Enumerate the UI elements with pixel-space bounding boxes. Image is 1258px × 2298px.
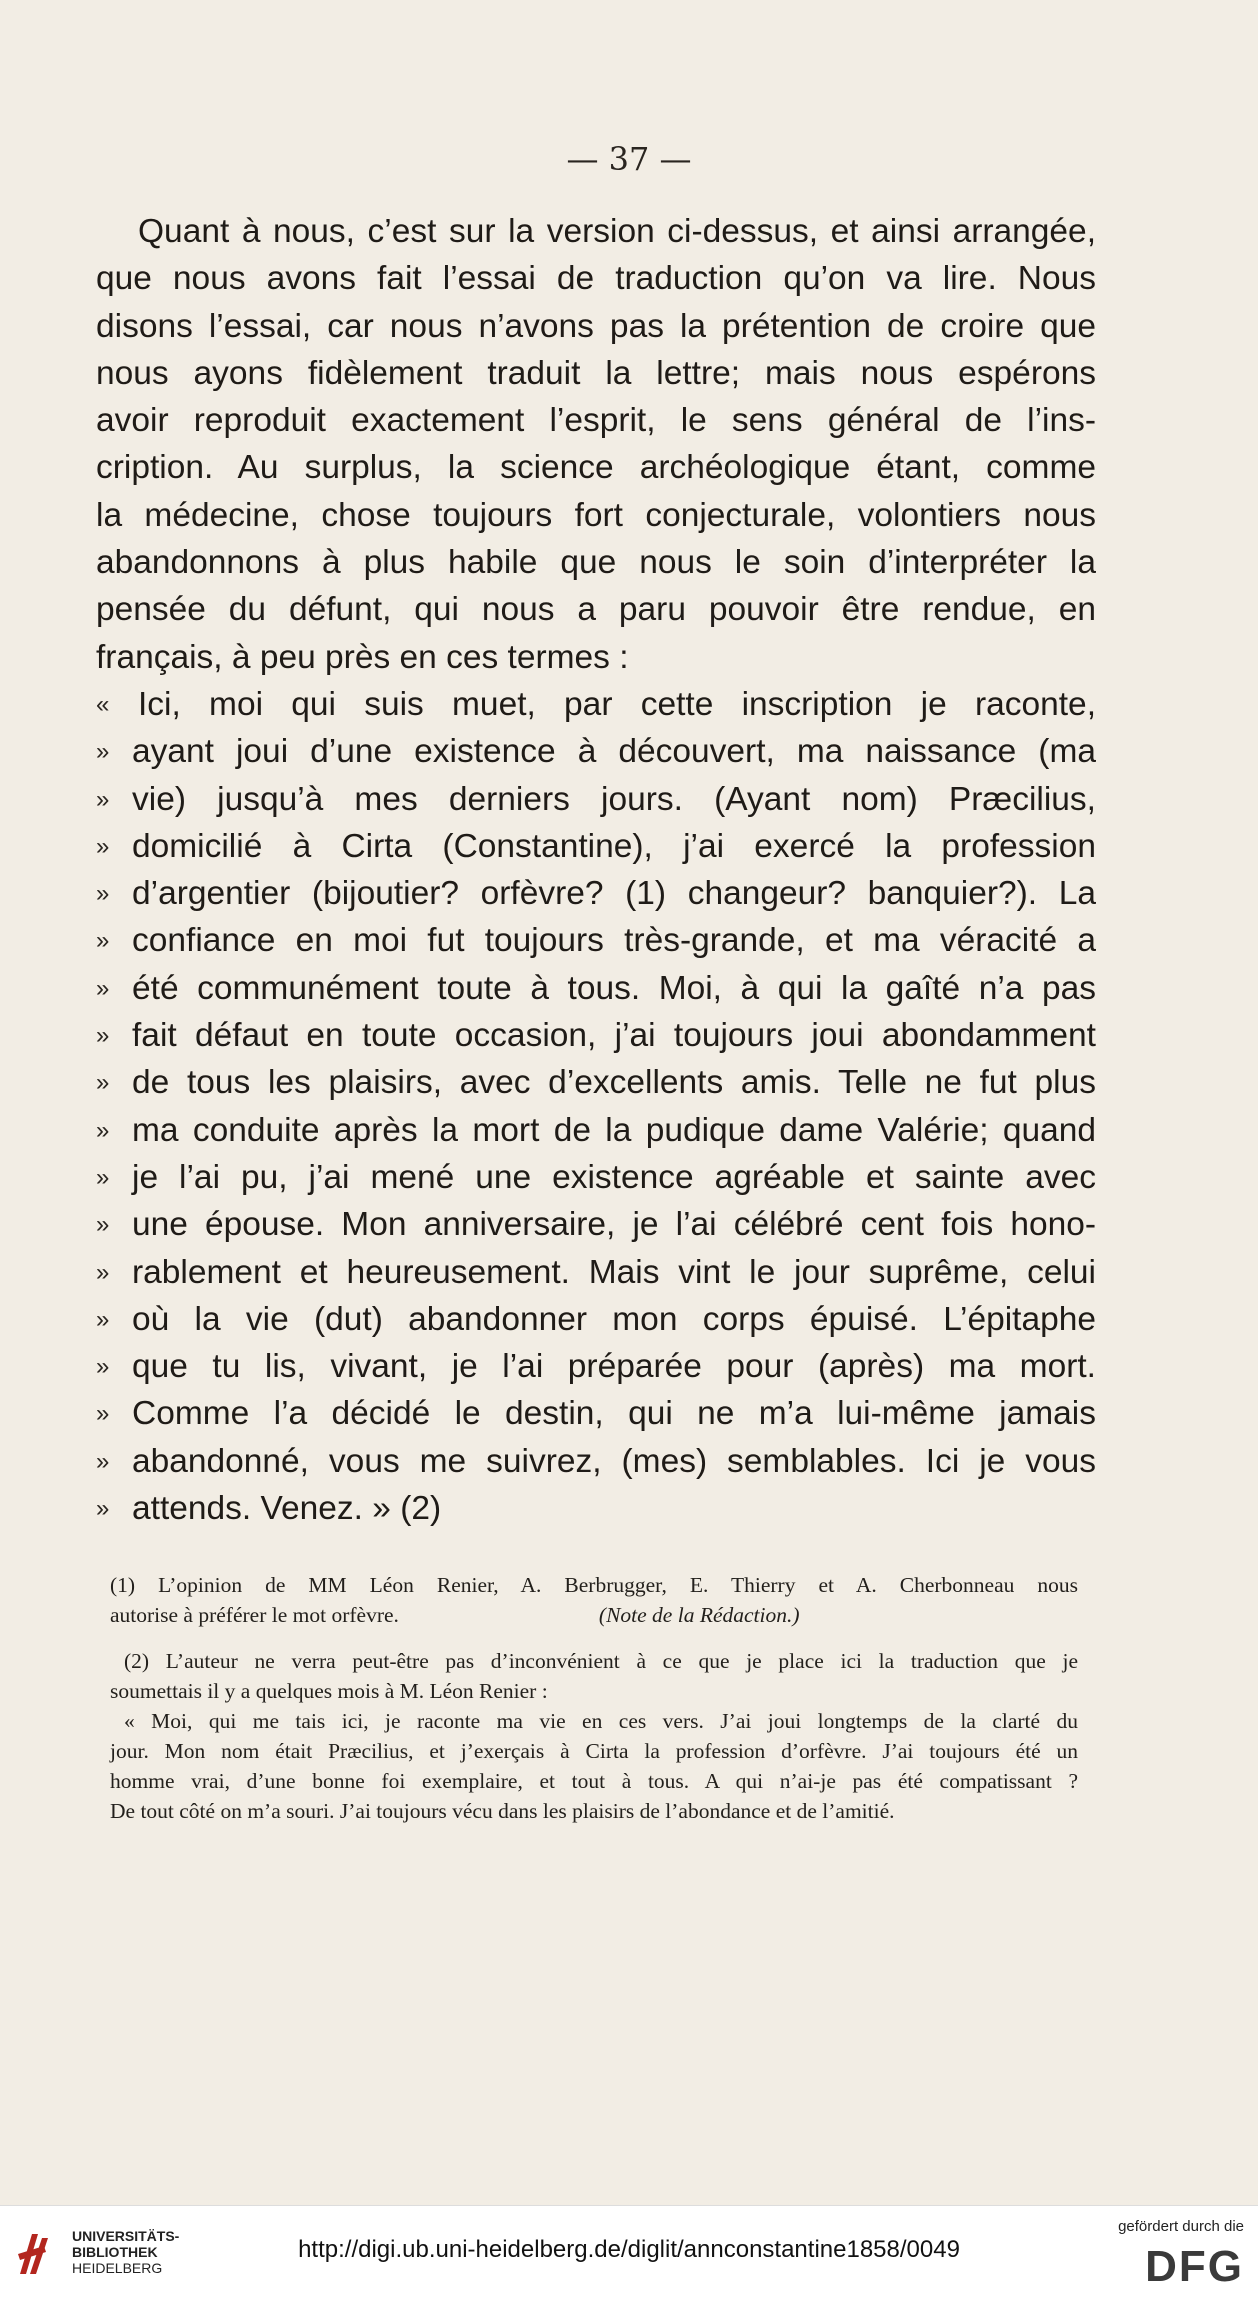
permalink-url[interactable]: http://digi.ub.uni-heidelberg.de/diglit/annconstantine1858/0049 [298,2236,960,2263]
quote-mark: » [96,785,110,813]
quote-line: » de tous les plaisirs, avec d’excellents amis. Telle ne fut plus [96,1059,1096,1106]
intro-paragraph [96,208,1096,681]
paragraph-line: disons l’essai, car nous n’avons pas la prétention de croire que [96,307,1096,345]
quote-mark: » [96,832,110,860]
quote-mark: » [96,880,110,908]
quote-line: » que tu lis, vivant, je l’ai préparée pour (après) ma mort. [96,1343,1096,1390]
paragraph-line: nous ayons fidèlement traduit la lettre; mais nous espérons [96,354,1096,392]
quote-line: » d’argentier (bijoutier? orfèvre? (1) changeur? banquier?). La [96,870,1096,917]
quote-line: » vie) jusqu’à mes derniers jours. (Ayant nom) Præcilius, [96,776,1096,823]
dfg-logo: DFG [1145,2242,1244,2291]
quote-mark: » [96,1447,110,1475]
quote-line: » été communément toute à tous. Moi, à qui la gaîté n’a pas [96,965,1096,1012]
paragraph-line: Quant à nous, c’est sur la version ci-dessus, et ainsi arrangée, [138,213,1096,250]
footnotes [110,1570,1078,1826]
quote-mark: « [96,690,110,718]
funding-label: gefördert durch die [1118,2218,1244,2235]
quote-line: » ma conduite après la mort de la pudique dame Valérie; quand [96,1107,1096,1154]
paragraph-line: avoir reproduit exactement l’esprit, le sens général de l’ins- [96,402,1096,440]
paragraph-line: cription. Au surplus, la science archéologique étant, comme [96,449,1096,487]
paragraph-line: la médecine, chose toujours fort conjecturale, volontiers nous [96,496,1096,534]
paragraph-line: français, à peu près en ces termes : [96,638,629,676]
quote-mark: » [96,1258,110,1286]
quote-mark: » [96,974,110,1002]
quote-line: » une épouse. Mon anniversaire, je l’ai célébré cent fois hono- [96,1201,1096,1248]
institution-name: UNIVERSITÄTS- BIBLIOTHEK HEIDELBERG [72,2228,180,2276]
epitaph-translation [96,681,1096,1532]
quote-line: » rablement et heureusement. Mais vint le jour suprême, celui [96,1249,1096,1296]
quote-line: » fait défaut en toute occasion, j’ai toujours joui abondamment [96,1012,1096,1059]
quote-mark: » [96,1022,110,1050]
page-number: — 37 — [566,140,692,178]
footnote-2-line: (2) L’auteur ne verra peut-être pas d’inconvénient à ce que je place ici la traduction que je [124,1649,1078,1673]
footnote-1-line: (1) L’opinion de MM Léon Renier, A. Berbrugger, E. Thierry et A. Cherbonneau nous [110,1573,1078,1597]
quote-mark: » [96,927,110,955]
quote-line: » abandonné, vous me suivrez, (mes) semblables. Ici je vous [96,1438,1096,1485]
quote-line: » attends. Venez. » (2) [96,1485,1096,1532]
quote-mark: » [96,1163,110,1191]
footnote-2-line: jour. Mon nom était Præcilius, et j’exerçais à Cirta la profession d’orfèvre. J’ai toujours été un [110,1739,1078,1763]
editor-note: (Note de la Rédaction.) [598,1603,800,1627]
quote-mark: » [96,1305,110,1333]
paragraph-line: pensée du défunt, qui nous a paru pouvoir être rendue, en [96,591,1096,629]
main-text [96,208,1096,1532]
viewer-footer [0,2205,1258,2298]
footnote-2-line: soumettais il y a quelques mois à M. Léon Renier : [110,1679,548,1703]
quote-line: » où la vie (dut) abandonner mon corps épuisé. L’épitaphe [96,1296,1096,1343]
footnote-1-line: autorise à préférer le mot orfèvre. (Note de la Rédaction.) [110,1603,800,1627]
quote-mark: » [96,738,110,766]
quote-line: « Ici, moi qui suis muet, par cette inscription je raconte, [96,681,1096,728]
quote-mark: » [96,1069,110,1097]
quote-mark: » [96,1116,110,1144]
quote-mark: » [96,1211,110,1239]
quote-mark: » [96,1495,110,1523]
footnote-2-line: homme vrai, d’une bonne foi exemplaire, et tout à tous. A qui n’ai-je pas été compatissant ? [110,1769,1078,1793]
quote-mark: » [96,1353,110,1381]
quote-line: » domicilié à Cirta (Constantine), j’ai exercé la profession [96,823,1096,870]
quote-line: » je l’ai pu, j’ai mené une existence agréable et sainte avec [96,1154,1096,1201]
paragraph-line: que nous avons fait l’essai de traduction qu’on va lire. Nous [96,260,1096,298]
quote-line: » Comme l’a décidé le destin, qui ne m’a lui-même jamais [96,1390,1096,1437]
quote-line: » ayant joui d’une existence à découvert, ma naissance (ma [96,728,1096,775]
paragraph-line: abandonnons à plus habile que nous le soin d’interpréter la [96,544,1096,582]
quote-line: » confiance en moi fut toujours très-grande, et ma véracité a [96,917,1096,964]
footnote-2-line: « Moi, qui me tais ici, je raconte ma vie en ces vers. J’ai joui longtemps de la clarté du [124,1709,1078,1733]
footnote-2-line: De tout côté on m’a souri. J’ai toujours vécu dans les plaisirs de l’abondance et de l’amitié. [110,1799,895,1823]
quote-mark: » [96,1400,110,1428]
